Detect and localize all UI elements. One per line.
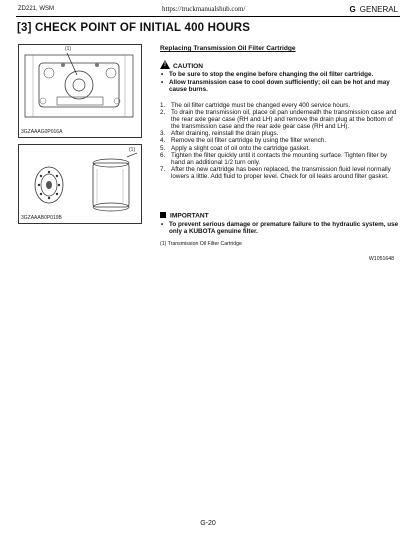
procedure-steps	[160, 102, 400, 180]
figure-2-code: 3GZAAAB0P019B	[21, 215, 62, 221]
figure-1-code: 3GZAAAG0P016A	[21, 129, 63, 135]
important-heading	[160, 212, 400, 220]
caution-item: • To be sure to stop the engine before changing the oil filter cartridge.	[160, 71, 400, 78]
important-item: • To prevent serious damage or premature failure to the hydraulic system, use only a KUBOTA genuine filter.	[160, 221, 400, 235]
section-name: GENERAL	[359, 5, 398, 14]
section-title: Replacing Transmission Oil Filter Cartridge	[160, 45, 296, 52]
step-item: 2. To drain the transmission oil, place oil pan underneath the transmission case and the rear axle gear case (RH and LH) and remove the drain plug at the bottom of the transmission case and the rear axle gear case (RH and LH).	[160, 109, 397, 131]
warning-triangle-icon: !	[160, 60, 170, 69]
step-item: 7. After the new cartridge has been replaced, the transmission fluid level normally lowers a little. Add fluid to proper level. Check for oil leaks around filter gasket.	[160, 165, 391, 180]
important-square-icon	[160, 212, 166, 218]
caution-list	[160, 71, 400, 94]
step-item: 6. Tighten the filter quickly until it contacts the mounting surface. Tighten filter by hand an additional 1/2 turn only.	[160, 151, 388, 166]
important-list	[160, 221, 400, 236]
page-number: G-20	[200, 520, 216, 527]
caution-label: CAUTION	[173, 63, 204, 70]
step-item: 4. Remove the oil filter cartridge by using the filter wrench.	[160, 137, 327, 145]
figure-transmission-location	[18, 44, 142, 138]
reference-code: W1051648	[368, 256, 394, 262]
header-model: ZD221, WSM	[18, 6, 55, 12]
caution-heading	[160, 60, 400, 70]
caution-item: • Allow transmission case to cool down sufficiently; oil can be hot and may cause burns.	[160, 79, 400, 93]
step-item: 1. The oil filter cartridge must be changed every 400 service hours.	[160, 102, 351, 109]
important-label: IMPORTANT	[170, 212, 209, 220]
header-rule	[16, 16, 400, 17]
section-letter: G	[349, 5, 356, 14]
figure-2-callout: (1)	[129, 147, 136, 153]
header-url[interactable]: https://truckmanualshub.com/	[162, 5, 246, 13]
figure-filter-cartridge	[18, 144, 142, 224]
filter-cartridge-illustration	[19, 145, 141, 223]
transmission-illustration	[19, 45, 141, 137]
header-section	[350, 5, 398, 14]
page-title: [3] CHECK POINT OF INITIAL 400 HOURS	[17, 22, 251, 34]
figure-1-callout: (1)	[65, 46, 72, 52]
step-item: 5. Apply a slight coat of oil onto the cartridge gasket.	[160, 144, 310, 152]
step-item: 3. After draining, reinstall the drain plugs.	[160, 130, 279, 138]
figure-legend: (1) Transmission Oil Filter Cartridge	[160, 241, 242, 247]
